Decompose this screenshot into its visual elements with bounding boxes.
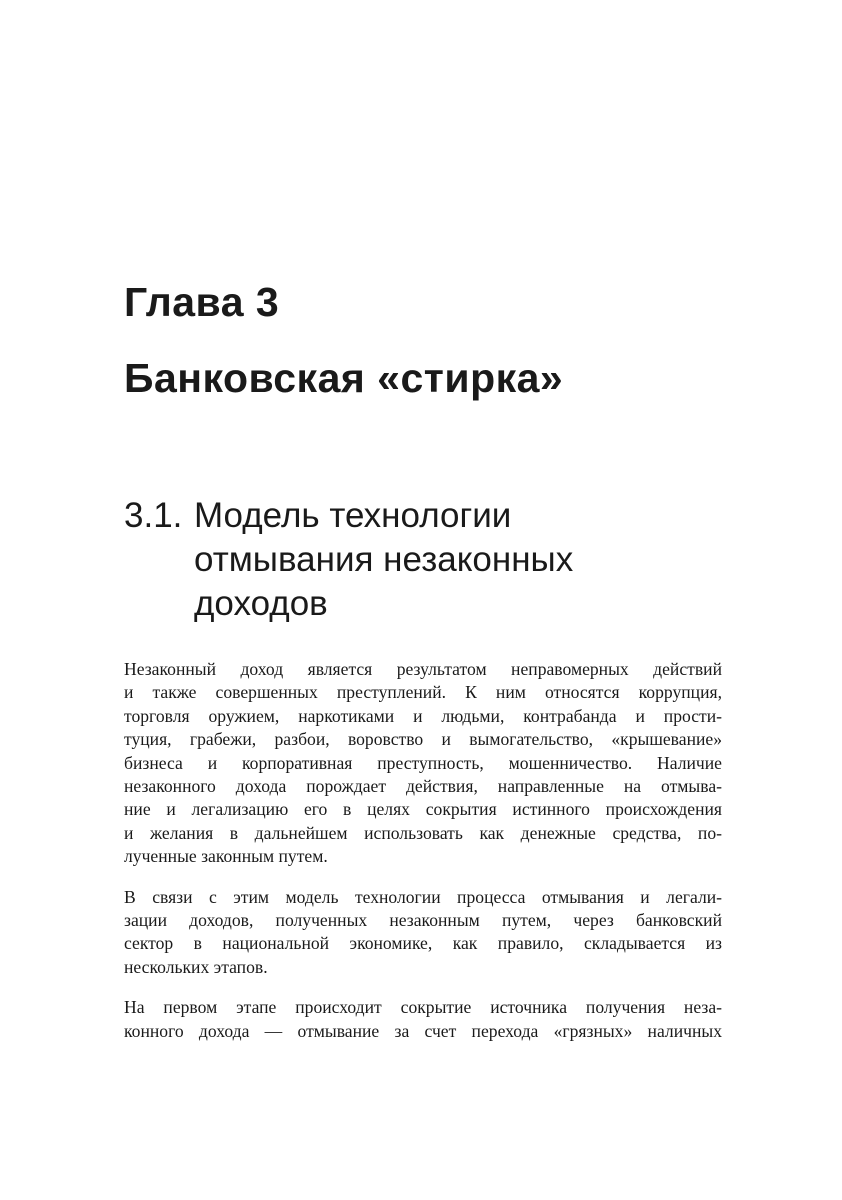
chapter-title: Глава 3 <box>124 279 280 325</box>
paragraph-2 <box>124 886 722 980</box>
text-line: зации доходов, полученных незаконным путем, через банковский <box>124 910 722 931</box>
text-line: На первом этапе происходит сокрытие источника получения неза- <box>124 997 722 1018</box>
section-title-line: Модель технологии <box>194 496 512 535</box>
text-line: ние и легализацию его в целях сокрытия истинного происхождения <box>124 799 722 820</box>
paragraph-3 <box>124 996 722 1043</box>
text-line: туция, грабежи, разбои, воровство и вымогательство, «крышевание» <box>124 729 722 750</box>
text-line: нескольких этапов. <box>124 956 268 977</box>
text-line: конного дохода — отмывание за счет перехода «грязных» наличных <box>124 1020 722 1041</box>
text-line: и желания в дальнейшем использовать как денежные средства, по- <box>124 822 722 843</box>
section-title-line: отмывания незаконных <box>194 540 574 579</box>
text-line: бизнеса и корпоративная преступность, мошенничество. Наличие <box>124 752 722 773</box>
section-title-line: доходов <box>194 584 328 623</box>
text-line: В связи с этим модель технологии процесса отмывания и легали- <box>124 886 722 907</box>
section-number: 3.1. <box>124 496 183 535</box>
text-line: Незаконный доход является результатом неправомерных действий <box>124 659 722 679</box>
chapter-subtitle: Банковская «стирка» <box>124 355 564 401</box>
body-text <box>124 658 722 1043</box>
text-line: незаконного дохода порождает действия, направленные на отмыва- <box>124 776 722 797</box>
text-line: и также совершенных преступлений. К ним относятся коррупция, <box>124 682 722 703</box>
text-line: лученные законным путем. <box>124 846 328 867</box>
text-line: сектор в национальной экономике, как правило, складывается из <box>124 933 722 954</box>
text-line: торговля оружием, наркотиками и людьми, контрабанда и прости- <box>124 705 722 726</box>
section-heading-line-1 <box>124 494 573 538</box>
section-heading <box>124 494 573 626</box>
paragraph-1 <box>124 658 722 869</box>
